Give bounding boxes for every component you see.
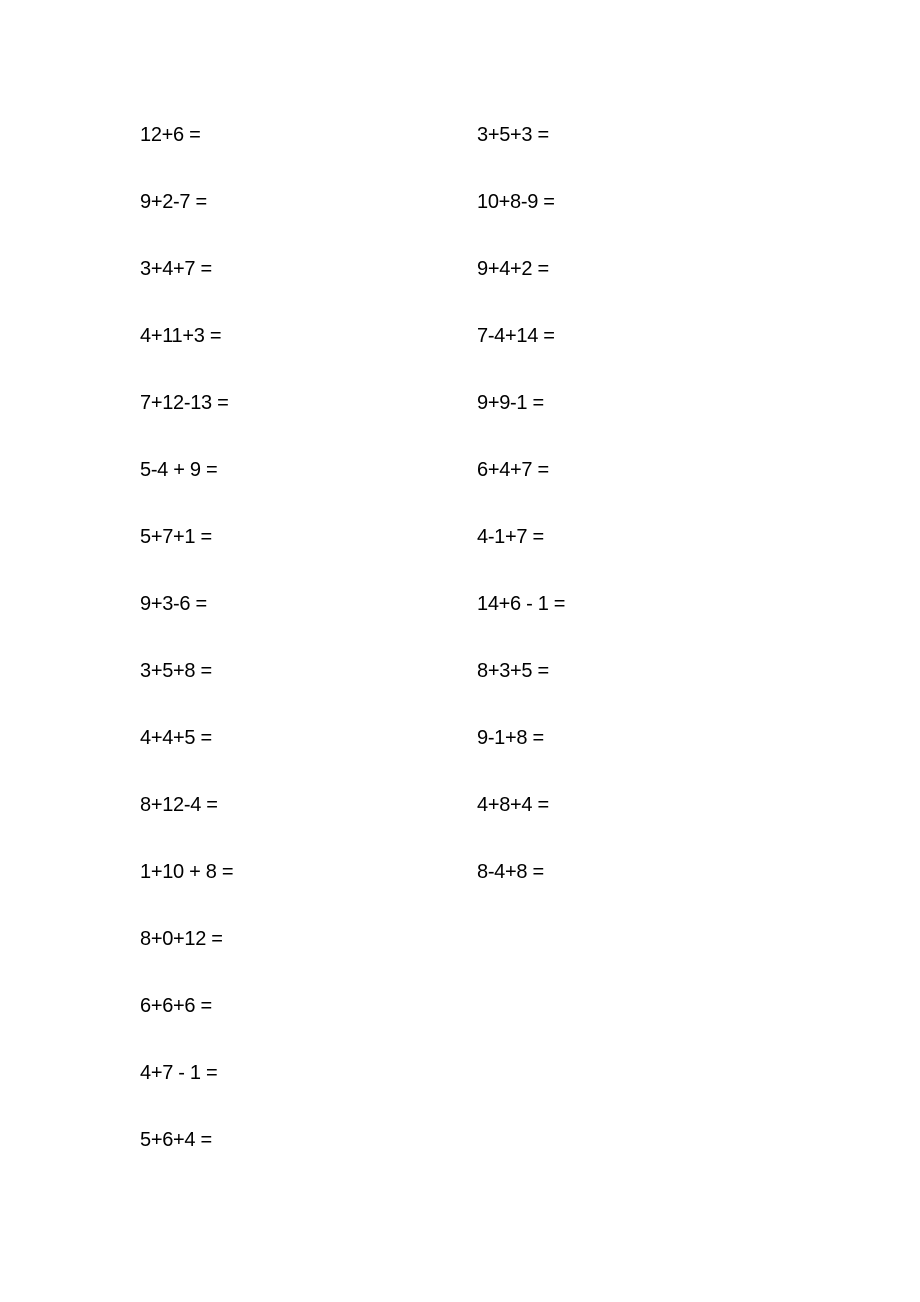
- math-problem: 6+4+7 =: [477, 459, 549, 481]
- math-problem: 9+3-6 =: [140, 593, 207, 615]
- math-problem: 12+6 =: [140, 124, 201, 146]
- math-problem: 4+11+3 =: [140, 325, 222, 347]
- math-problem: 4+4+5 =: [140, 727, 212, 749]
- math-problem: 9+2-7 =: [140, 191, 207, 213]
- math-problem: 8+12-4 =: [140, 794, 218, 816]
- math-problem: 9+4+2 =: [477, 258, 549, 280]
- math-problem: 3+5+8 =: [140, 660, 212, 682]
- math-problem: 6+6+6 =: [140, 995, 212, 1017]
- math-problem: 4+7 - 1 =: [140, 1062, 218, 1084]
- math-problem: 7+12-13 =: [140, 392, 229, 414]
- math-problem: 9-1+8 =: [477, 727, 544, 749]
- math-problem: 10+8-9 =: [477, 191, 555, 213]
- math-problem: 8+0+12 =: [140, 928, 223, 950]
- math-problem: 3+4+7 =: [140, 258, 212, 280]
- math-problem: 5+6+4 =: [140, 1129, 212, 1151]
- math-problem: 5+7+1 =: [140, 526, 212, 548]
- left-problem-column: [140, 120, 440, 1192]
- math-problem: 8-4+8 =: [477, 861, 544, 883]
- math-problem: 14+6 - 1 =: [477, 593, 566, 615]
- math-problem: 7-4+14 =: [477, 325, 555, 347]
- math-problem: 3+5+3 =: [477, 124, 549, 146]
- math-problem: 1+10 + 8 =: [140, 861, 234, 883]
- math-problem: 4+8+4 =: [477, 794, 549, 816]
- math-problem: 9+9-1 =: [477, 392, 544, 414]
- right-problem-column: [477, 120, 777, 924]
- math-problem: 4-1+7 =: [477, 526, 544, 548]
- math-problem: 5-4 + 9 =: [140, 459, 218, 481]
- math-problem: 8+3+5 =: [477, 660, 549, 682]
